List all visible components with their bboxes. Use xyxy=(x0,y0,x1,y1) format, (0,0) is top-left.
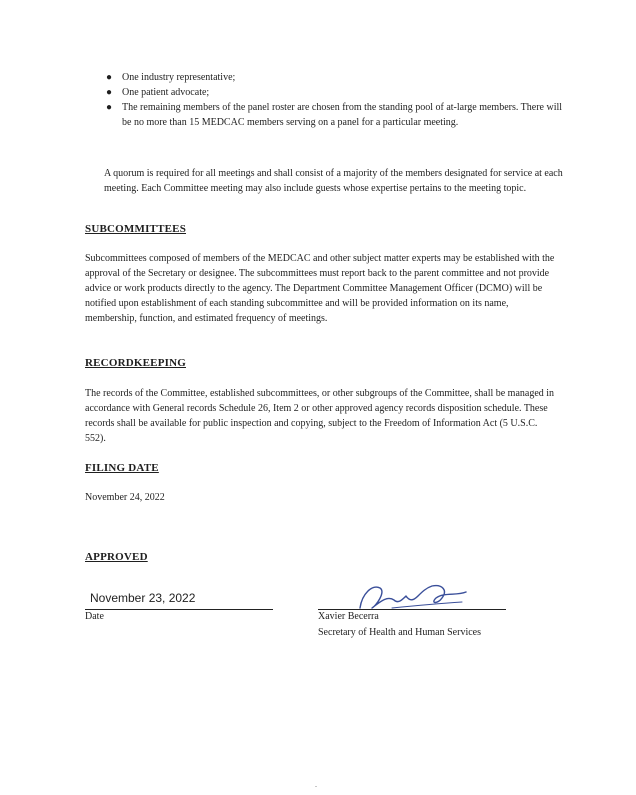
list-item xyxy=(104,100,564,130)
quorum-paragraph: A quorum is required for all meetings and shall consist of a majority of the members designated for service at each meeting. Each Committee meeting may also include guests whose expertise pertains to the meeting topic. xyxy=(104,168,563,194)
filing-date-value: November 24, 2022 xyxy=(85,492,165,503)
recordkeeping-heading: RECORDKEEPING xyxy=(85,357,186,369)
bullet-icon: ● xyxy=(106,102,113,113)
date-signature-line xyxy=(85,609,273,610)
list-item-text: One industry representative; xyxy=(122,72,236,83)
subcommittees-heading: SUBCOMMITTEES xyxy=(85,223,187,235)
page-footer-mark: - xyxy=(315,784,317,790)
signer-title: Secretary of Health and Human Services xyxy=(318,627,481,638)
list-item xyxy=(104,70,564,85)
bullet-icon: ● xyxy=(106,72,113,83)
approved-heading: APPROVED xyxy=(85,551,148,563)
list-item-text: One patient advocate; xyxy=(122,87,210,98)
list-item xyxy=(104,85,564,100)
filing-date-heading: FILING DATE xyxy=(85,462,159,474)
list-item-text: The remaining members of the panel roster are chosen from the standing pool of at-large members. There will be no more than 15 MEDCAC members serving on a panel for a particular meeting. xyxy=(122,102,563,128)
subcommittees-body: Subcommittees composed of members of the MEDCAC and other subject matter experts may be established with the approval of the Secretary or designee. The subcommittees must report back to the parent committee and not provide advice or work products directly to the agency. The Department Committee Management Officer (DCMO) will be notified upon establishment of each standing subcommittee and will be provided information on its name, membership, function, and estimated frequency of meetings. xyxy=(85,253,555,324)
member-list xyxy=(104,70,564,130)
bullet-icon: ● xyxy=(106,87,113,98)
signer-name: Xavier Becerra xyxy=(318,611,379,622)
date-label: Date xyxy=(85,611,104,622)
approval-date-value: November 23, 2022 xyxy=(90,591,196,605)
recordkeeping-body: The records of the Committee, established subcommittees, or other subgroups of the Committee, shall be managed in accordance with General records Schedule 26, Item 2 or other approved agency records disposition schedule. These records shall be available for public inspection and copying, subject to the Freedom of Information Act (5 U.S.C. 552). xyxy=(85,388,555,444)
